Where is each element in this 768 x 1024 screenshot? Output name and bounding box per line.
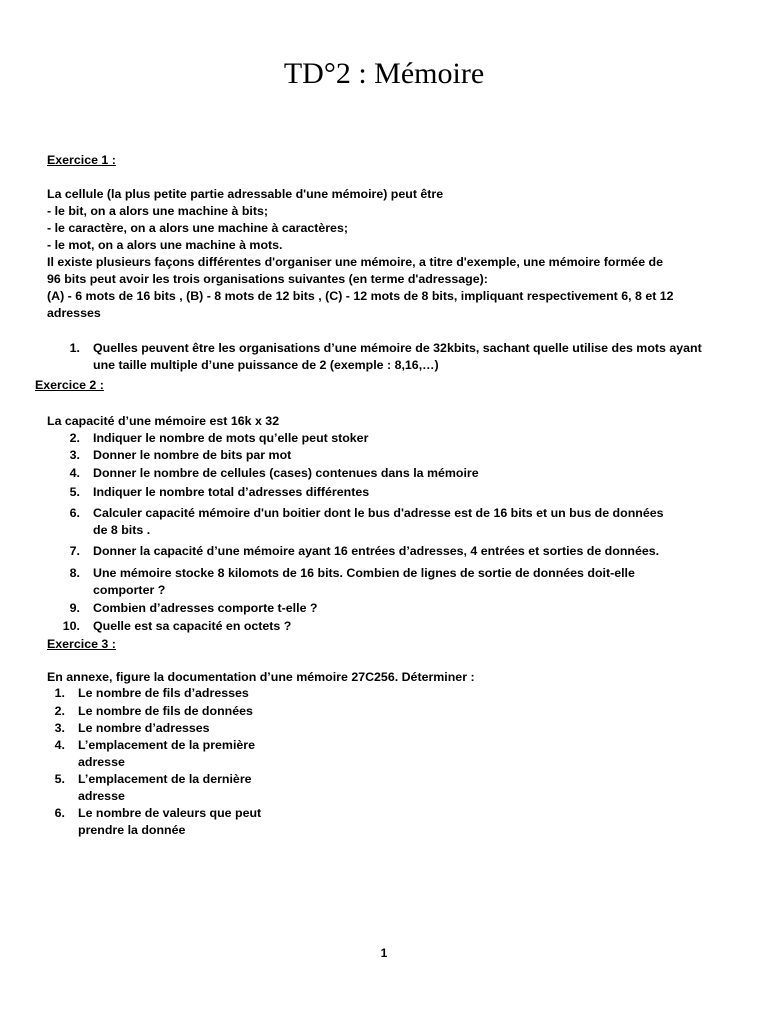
question-text: prendre la donnée — [78, 823, 186, 837]
ex1-intro-line: Il existe plusieurs façons différentes d'organiser une mémoire, a titre d'exemple, une mémoire formée de — [47, 255, 663, 269]
list-number: 4. — [69, 466, 80, 480]
ex1-intro-line: La cellule (la plus petite partie adressable d'une mémoire) peut être — [47, 187, 444, 201]
list-number: 1. — [69, 341, 80, 355]
exercise-1-heading: Exercice 1 : — [47, 153, 116, 167]
question-text: Donner le nombre de bits par mot — [93, 448, 292, 462]
question-text: adresse — [78, 755, 125, 769]
list-number: 3. — [69, 448, 80, 462]
ex1-intro-line: (A) - 6 mots de 16 bits , (B) - 8 mots de 12 bits , (C) - 12 mots de 8 bits, impliquant respectivement 6, 8 et 12 — [47, 289, 674, 303]
question-text: L’emplacement de la première — [78, 738, 255, 752]
ex1-intro-line: - le caractère, on a alors une machine à caractères; — [47, 221, 348, 235]
ex1-intro-line: adresses — [47, 306, 101, 320]
list-number: 3. — [54, 721, 65, 735]
question-text: Donner la capacité d’une mémoire ayant 16 entrées d’adresses, 4 entrées et sorties de données. — [93, 544, 660, 558]
question-text: Indiquer le nombre de mots qu’elle peut stoker — [93, 431, 369, 445]
exercise-3-heading: Exercice 3 : — [47, 637, 116, 651]
list-number: 4. — [54, 738, 65, 752]
question-text: Calculer capacité mémoire d'un boitier dont le bus d'adresse est de 16 bits et un bus de données — [93, 506, 664, 520]
question-text: Le nombre de fils de données — [78, 704, 253, 718]
exercise-2-heading: Exercice 2 : — [35, 378, 104, 392]
list-number: 9. — [69, 601, 80, 615]
question-text: de 8 bits . — [93, 523, 151, 537]
question-text: comporter ? — [93, 583, 166, 597]
list-number: 2. — [69, 431, 80, 445]
list-number: 10. — [62, 619, 80, 633]
list-number: 2. — [54, 704, 65, 718]
list-number: 6. — [54, 806, 65, 820]
question-text: Combien d’adresses comporte t-elle ? — [93, 601, 318, 615]
question-text: adresse — [78, 789, 125, 803]
question-text: Quelles peuvent être les organisations d’une mémoire de 32kbits, sachant quelle utilise des mots ayant — [93, 341, 702, 355]
list-number: 8. — [69, 566, 80, 580]
ex1-intro-line: - le bit, on a alors une machine à bits; — [47, 204, 269, 218]
question-text: Une mémoire stocke 8 kilomots de 16 bits. Combien de lignes de sortie de données doit-elle — [93, 566, 635, 580]
ex1-intro-line: 96 bits peut avoir les trois organisations suivantes (en terme d'adressage): — [47, 272, 488, 286]
ex1-intro-line: - le mot, on a alors une machine à mots. — [47, 238, 283, 252]
list-number: 1. — [54, 686, 65, 700]
question-text: Le nombre de valeurs que peut — [78, 806, 262, 820]
question-text: une taille multiple d’une puissance de 2 (exemple : 8,16,…) — [93, 358, 439, 372]
ex2-intro: La capacité d’une mémoire est 16k x 32 — [47, 414, 280, 428]
question-text: Donner le nombre de cellules (cases) contenues dans la mémoire — [93, 466, 479, 480]
page-number: 1 — [380, 946, 388, 960]
question-text: Le nombre d’adresses — [78, 721, 210, 735]
ex3-intro: En annexe, figure la documentation d’une mémoire 27C256. Déterminer : — [47, 670, 475, 684]
question-text: Quelle est sa capacité en octets ? — [93, 619, 292, 633]
question-text: L’emplacement de la dernière — [78, 772, 252, 786]
page-title: TD°2 : Mémoire — [283, 57, 485, 90]
list-number: 7. — [69, 544, 80, 558]
question-text: Le nombre de fils d’adresses — [78, 686, 249, 700]
question-text: Indiquer le nombre total d’adresses différentes — [93, 485, 370, 499]
list-number: 6. — [69, 506, 80, 520]
list-number: 5. — [69, 485, 80, 499]
list-number: 5. — [54, 772, 65, 786]
